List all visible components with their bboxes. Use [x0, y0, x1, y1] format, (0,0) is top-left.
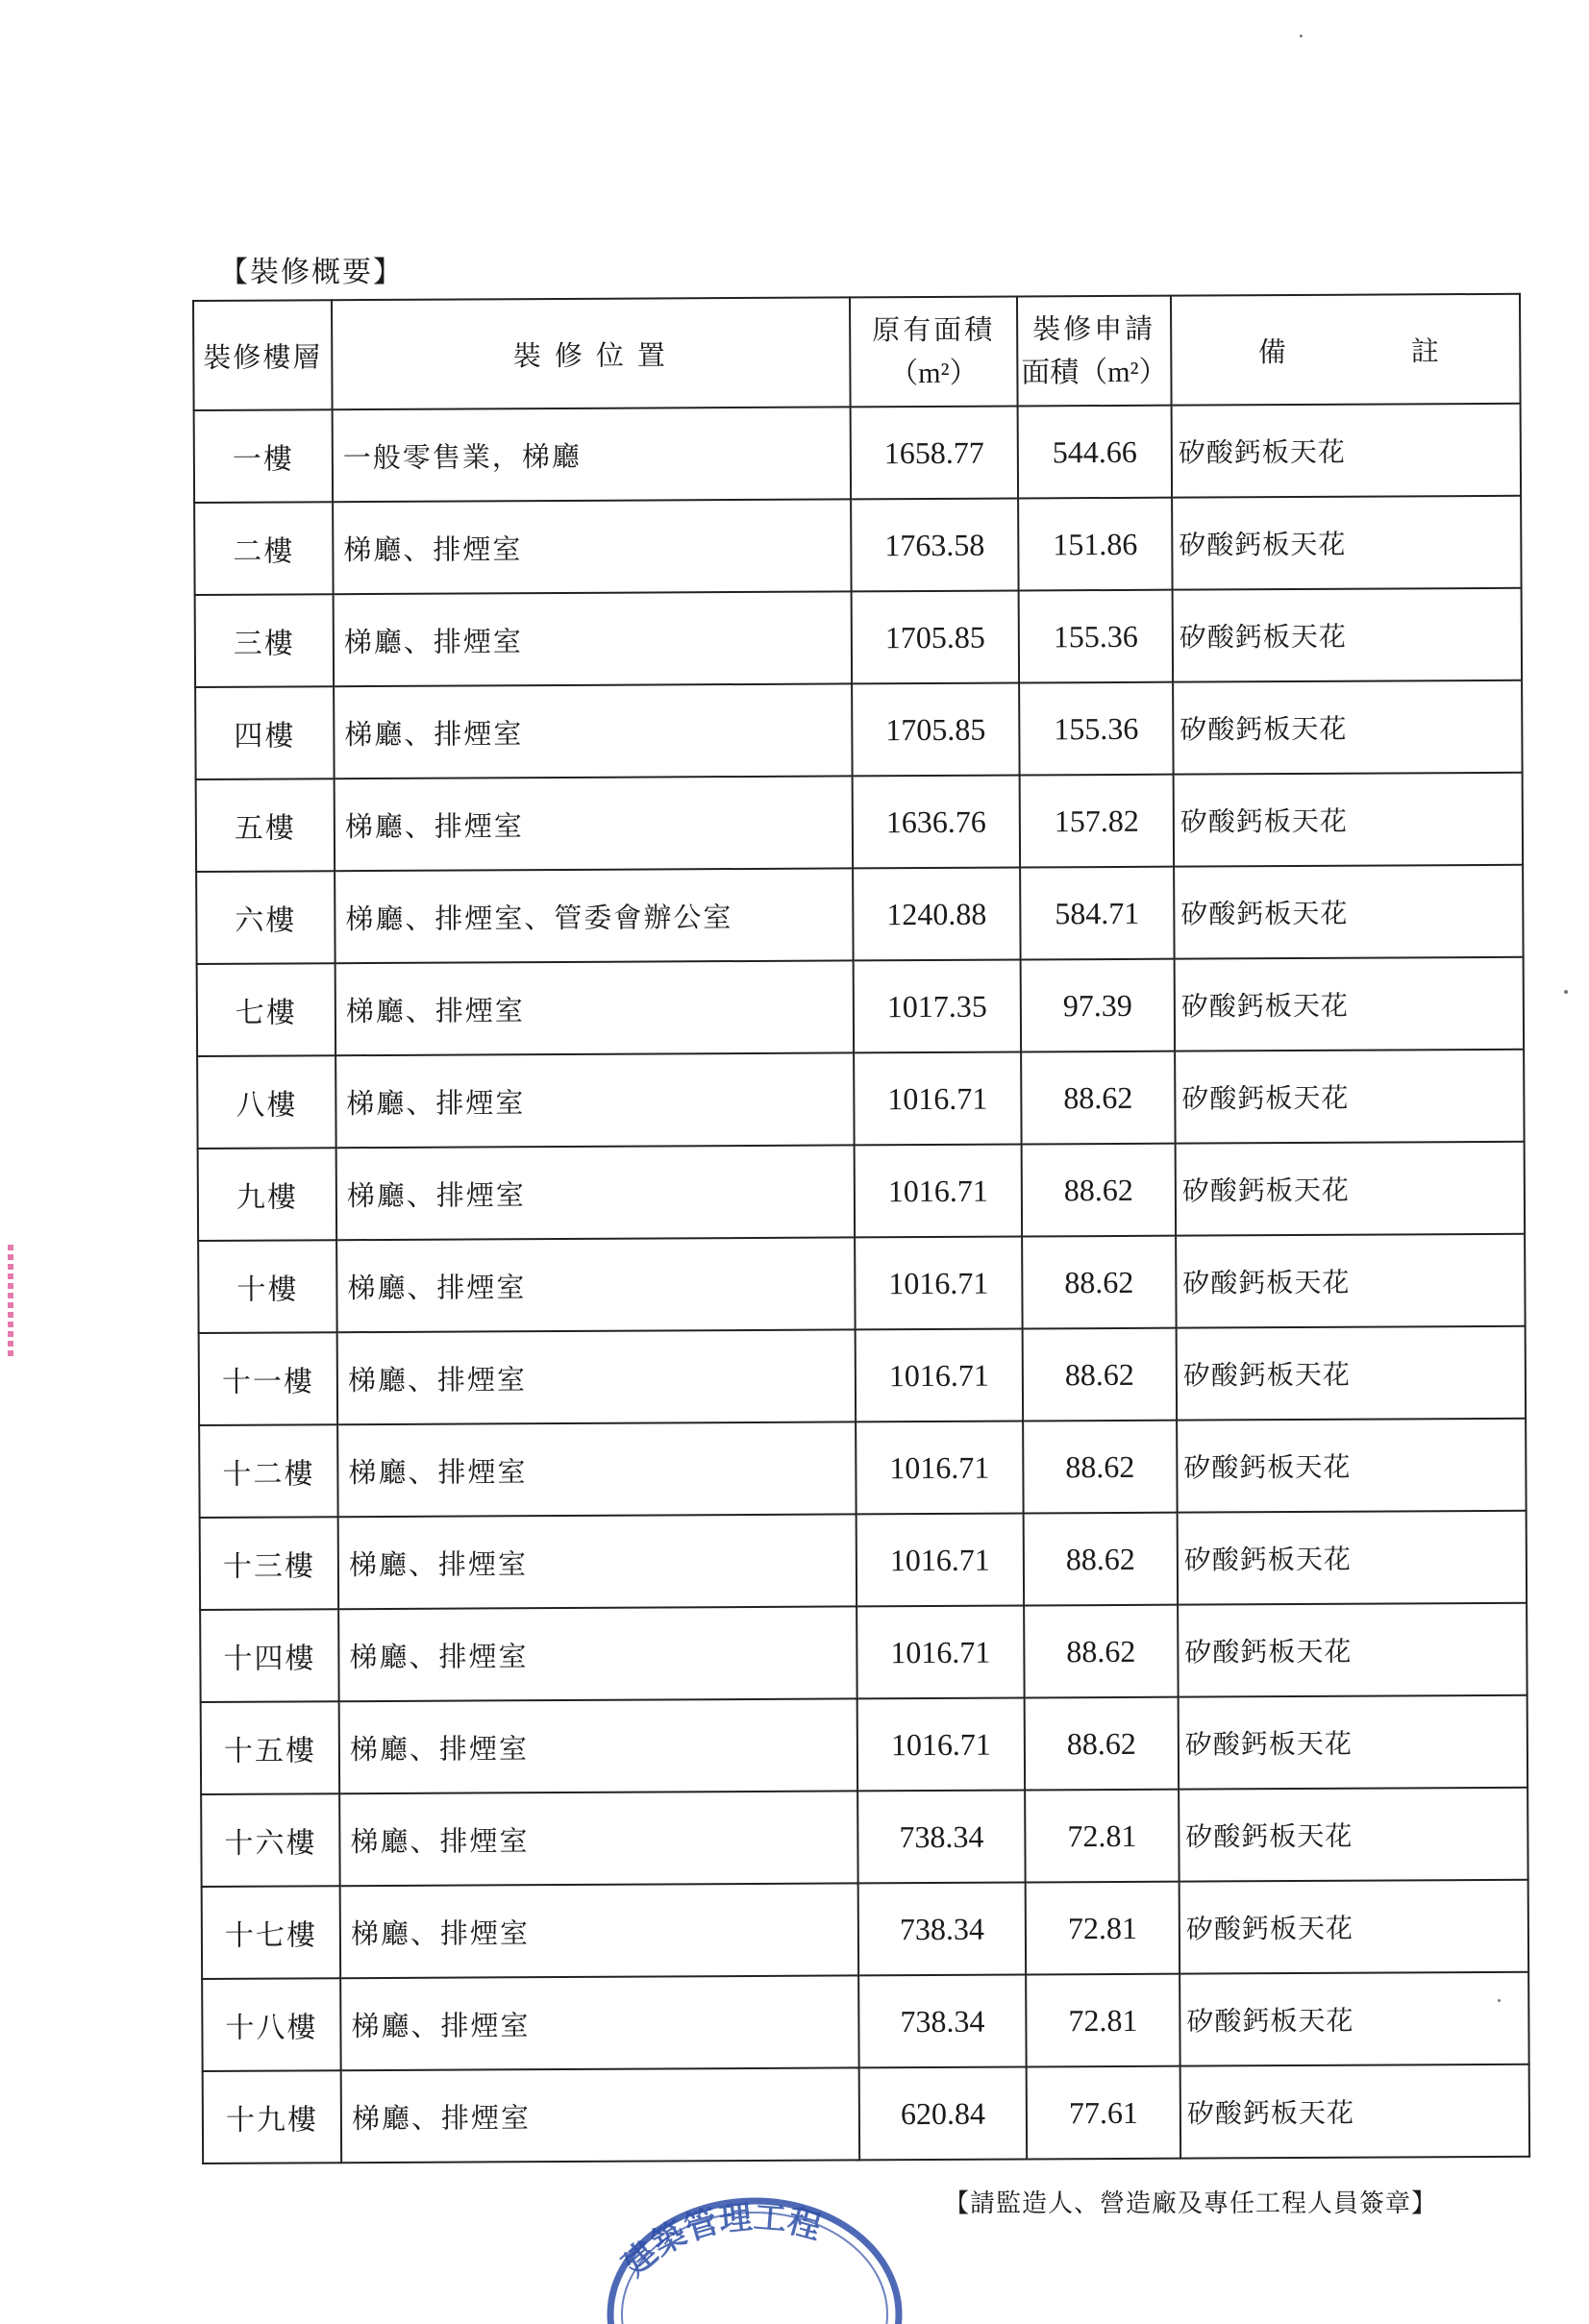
location-cell: 梯廳、排煙室 [340, 1975, 858, 2070]
applied-area-cell: 544.66 [1018, 406, 1173, 499]
header-note [1171, 294, 1521, 406]
table-row [195, 680, 1522, 779]
table-row [196, 865, 1523, 964]
location-cell: 梯廳、排煙室 [341, 2067, 859, 2163]
table-row [197, 1050, 1524, 1149]
note-cell: 矽酸鈣板天花 [1177, 1326, 1526, 1421]
location-cell: 梯廳、排煙室 [333, 499, 851, 594]
table-row [201, 1788, 1527, 1887]
table-row [202, 1972, 1528, 2071]
header-applied-area-label: 裝修申請 [1032, 311, 1156, 346]
floor-cell: 十八樓 [202, 1978, 341, 2071]
floor-cell: 六樓 [196, 871, 335, 964]
note-cell: 矽酸鈣板天花 [1174, 773, 1523, 867]
original-area-cell: 1763.58 [851, 499, 1019, 592]
header-note-right: 註 [1410, 334, 1439, 367]
table-row [199, 1419, 1526, 1518]
original-area-cell: 1658.77 [851, 407, 1019, 500]
note-cell: 矽酸鈣板天花 [1175, 957, 1524, 1051]
location-cell: 梯廳、排煙室 [338, 1606, 857, 1701]
floor-cell: 十四樓 [200, 1609, 339, 1702]
applied-area-cell: 77.61 [1027, 2066, 1181, 2160]
applied-area-cell: 88.62 [1024, 1605, 1179, 1698]
floor-cell: 七樓 [197, 963, 336, 1056]
floor-cell: 三樓 [195, 594, 335, 687]
table-row [201, 1695, 1527, 1794]
location-cell: 梯廳、排煙室 [336, 1145, 855, 1240]
floor-cell: 八樓 [197, 1055, 336, 1149]
original-area-cell: 738.34 [858, 1882, 1027, 1975]
original-area-cell: 1705.85 [852, 591, 1020, 684]
note-cell: 矽酸鈣板天花 [1179, 1695, 1527, 1790]
original-area-cell: 1016.71 [857, 1605, 1025, 1698]
section-heading: 【裝修概要】 [219, 256, 404, 289]
applied-area-cell: 88.62 [1021, 1051, 1176, 1145]
table-row [194, 496, 1521, 595]
header-original-area-label: 原有面積 [872, 312, 996, 347]
floor-cell: 四樓 [195, 686, 335, 779]
note-cell: 矽酸鈣板天花 [1179, 1880, 1528, 1974]
floor-cell: 十樓 [198, 1240, 337, 1333]
location-cell: 梯廳、排煙室 [334, 591, 852, 686]
note-cell: 矽酸鈣板天花 [1177, 1419, 1526, 1513]
applied-area-cell: 88.62 [1023, 1328, 1178, 1422]
applied-area-cell: 72.81 [1026, 1974, 1180, 2067]
floor-cell: 九樓 [198, 1148, 337, 1241]
applied-area-cell: 584.71 [1020, 867, 1175, 960]
original-area-cell: 1016.71 [855, 1144, 1023, 1237]
table-row [197, 957, 1524, 1056]
applied-area-cell: 97.39 [1021, 959, 1176, 1052]
applied-area-cell: 72.81 [1025, 1790, 1179, 1883]
floor-cell: 十一樓 [199, 1332, 338, 1425]
original-area-cell: 1636.76 [853, 776, 1021, 869]
note-cell: 矽酸鈣板天花 [1172, 404, 1521, 498]
note-cell: 矽酸鈣板天花 [1174, 865, 1523, 959]
floor-cell: 十九樓 [203, 2070, 342, 2163]
renovation-summary-table [192, 293, 1530, 2164]
original-area-cell: 738.34 [857, 1790, 1026, 1883]
scan-speck [1300, 35, 1303, 37]
original-area-cell: 1016.71 [857, 1513, 1025, 1606]
applied-area-cell: 155.36 [1019, 682, 1174, 776]
scan-speck [1564, 990, 1568, 994]
location-cell: 梯廳、排煙室 [339, 1791, 857, 1886]
table-row [194, 404, 1521, 503]
original-area-cell: 620.84 [859, 2066, 1028, 2160]
note-cell: 矽酸鈣板天花 [1178, 1511, 1527, 1605]
original-area-cell: 1240.88 [853, 867, 1021, 960]
table-row [195, 588, 1522, 687]
table-header-row [193, 294, 1521, 410]
applied-area-cell: 151.86 [1018, 498, 1173, 591]
note-cell: 矽酸鈣板天花 [1180, 2064, 1529, 2159]
header-location: 裝修位置 [332, 297, 851, 409]
original-area-cell: 1016.71 [857, 1697, 1026, 1791]
table-row [199, 1326, 1526, 1425]
location-cell: 梯廳、排煙室 [336, 1237, 855, 1332]
note-cell: 矽酸鈣板天花 [1176, 1142, 1525, 1236]
original-area-cell: 1705.85 [852, 683, 1020, 777]
table-row [198, 1234, 1525, 1333]
location-cell: 梯廳、排煙室、管委會辦公室 [335, 868, 853, 963]
location-cell: 梯廳、排煙室 [339, 1698, 857, 1793]
location-cell: 梯廳、排煙室 [340, 1883, 858, 1978]
original-area-cell: 1016.71 [854, 1051, 1022, 1145]
table-row [196, 773, 1523, 872]
seal-text: 建築管理工程 [615, 2198, 826, 2285]
floor-cell: 十二樓 [199, 1424, 338, 1518]
applied-area-cell: 157.82 [1020, 775, 1175, 868]
scan-margin-mark [8, 1245, 13, 1358]
table-body [194, 404, 1530, 2163]
header-applied-area [1017, 296, 1172, 407]
location-cell: 梯廳、排煙室 [335, 960, 854, 1055]
header-note-left: 備 [1257, 334, 1286, 368]
table-row [203, 2064, 1529, 2163]
header-applied-area-unit: 面積（m²） [1021, 356, 1168, 389]
applied-area-cell: 88.62 [1022, 1144, 1177, 1237]
note-cell: 矽酸鈣板天花 [1179, 1972, 1528, 2066]
applied-area-cell: 155.36 [1019, 590, 1174, 683]
note-cell: 矽酸鈣板天花 [1175, 1050, 1524, 1144]
original-area-cell: 1016.71 [855, 1236, 1023, 1329]
table-row [202, 1880, 1528, 1979]
floor-cell: 十六樓 [201, 1793, 340, 1887]
floor-cell: 五樓 [196, 779, 335, 872]
table-row [200, 1511, 1527, 1610]
location-cell: 梯廳、排煙室 [335, 776, 853, 871]
note-cell: 矽酸鈣板天花 [1179, 1788, 1527, 1882]
original-area-cell: 1017.35 [854, 959, 1022, 1052]
original-area-cell: 738.34 [858, 1974, 1027, 2067]
location-cell: 一般零售業，梯廳 [333, 407, 851, 502]
location-cell: 梯廳、排煙室 [335, 1052, 854, 1148]
note-cell: 矽酸鈣板天花 [1173, 680, 1522, 775]
applied-area-cell: 88.62 [1022, 1236, 1177, 1329]
location-cell: 梯廳、排煙室 [337, 1329, 856, 1424]
floor-cell: 二樓 [194, 502, 334, 595]
note-cell: 矽酸鈣板天花 [1178, 1603, 1527, 1697]
floor-cell: 十三樓 [200, 1517, 339, 1610]
seal-graphic [596, 2170, 913, 2324]
floor-cell: 十七樓 [202, 1886, 341, 1979]
signature-note: 【請監造人、營造廠及專任工程人員簽章】 [944, 2189, 1438, 2218]
note-cell: 矽酸鈣板天花 [1172, 496, 1521, 590]
note-cell: 矽酸鈣板天花 [1176, 1234, 1525, 1328]
header-original-area [850, 297, 1018, 408]
floor-cell: 十五樓 [201, 1701, 340, 1794]
table-row [198, 1142, 1525, 1241]
floor-cell: 一樓 [194, 409, 334, 503]
original-area-cell: 1016.71 [856, 1328, 1024, 1422]
official-seal [596, 2170, 913, 2324]
table-row [200, 1603, 1527, 1702]
header-original-area-unit: （m²） [889, 357, 979, 390]
applied-area-cell: 88.62 [1023, 1421, 1178, 1514]
note-cell: 矽酸鈣板天花 [1173, 588, 1522, 682]
applied-area-cell: 88.62 [1025, 1697, 1179, 1791]
header-floor: 裝修樓層 [193, 300, 333, 410]
location-cell: 梯廳、排煙室 [337, 1422, 856, 1517]
applied-area-cell: 88.62 [1024, 1513, 1179, 1606]
original-area-cell: 1016.71 [856, 1421, 1024, 1514]
location-cell: 梯廳、排煙室 [338, 1514, 857, 1609]
location-cell: 梯廳、排煙室 [334, 683, 852, 779]
applied-area-cell: 72.81 [1026, 1882, 1180, 1975]
